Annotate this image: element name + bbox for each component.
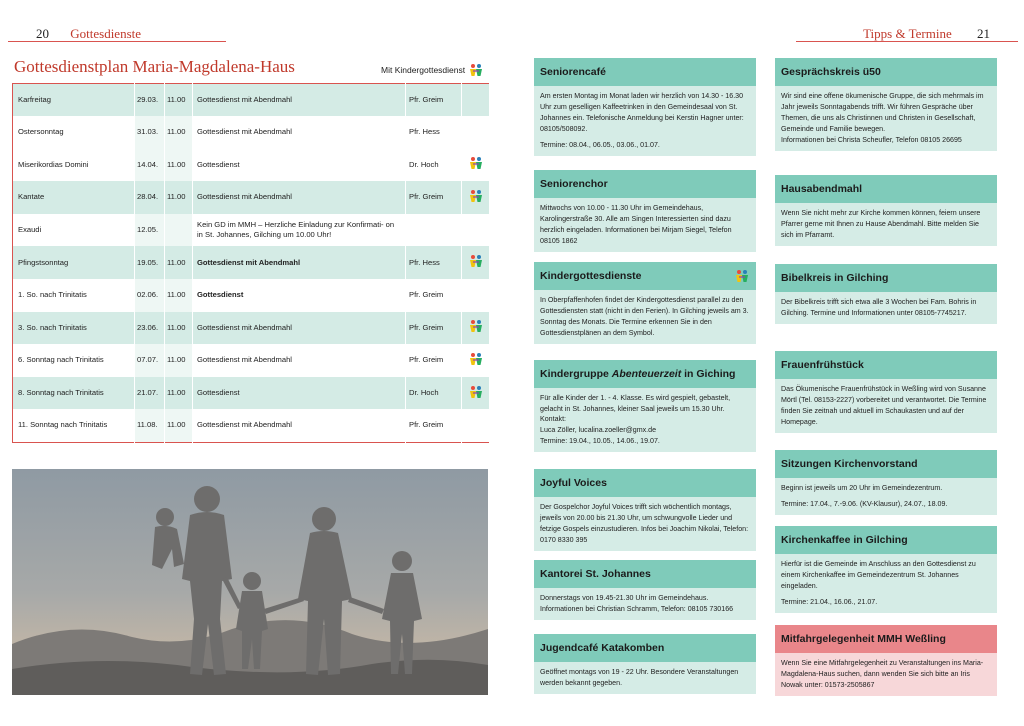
- box-text: Hierfür ist die Gemeinde im Anschluss an den Gottesdienst zu einem Kirchenkaffee im Gemeindezentrum St. Johannes eingeladen.: [781, 560, 976, 590]
- legend-label: Mit Kindergottesdienst: [381, 65, 466, 75]
- service-name: 1. So. nach Trinitatis: [13, 279, 135, 312]
- box-text: Wenn Sie nicht mehr zur Kirche kommen können, feiern unsere Pfarrer gerne mit Ihnen zu Hause Abendmahl. Bitte melden Sie sich im Pfarramt.: [781, 209, 981, 239]
- schedule-row: [13, 246, 490, 279]
- box-mitfahrgelegenheit: [775, 625, 997, 696]
- box-kindergottesdienste: [534, 262, 756, 344]
- service-description: Gottesdienst mit Abendmahl: [193, 84, 406, 117]
- box-body: [534, 388, 756, 452]
- kindergottesdienst-icon: [469, 319, 483, 333]
- schedule-row: [13, 409, 490, 442]
- service-kids-cell: [462, 409, 490, 442]
- box-body: [775, 203, 997, 246]
- service-kids-cell: [462, 116, 490, 149]
- box-body: [775, 554, 997, 613]
- service-time: 11.00: [165, 409, 193, 442]
- service-pastor: Pfr. Greim: [406, 181, 462, 214]
- service-time: 11.00: [165, 84, 193, 117]
- box-kirchenkaffee: [775, 526, 997, 613]
- header-divider: [8, 41, 226, 42]
- box-title: Frauenfrühstück: [775, 351, 997, 379]
- service-description: Gottesdienst: [193, 149, 406, 182]
- box-seniorenchor: [534, 170, 756, 252]
- box-contact: Luca Zöller, lucalina.zoeller@gmx.de: [540, 425, 657, 434]
- service-pastor: Dr. Hoch: [406, 377, 462, 410]
- box-title: Sitzungen Kirchenvorstand: [775, 450, 997, 478]
- service-description: Gottesdienst: [193, 279, 406, 312]
- service-description: Gottesdienst mit Abendmahl: [193, 312, 406, 345]
- service-pastor: Pfr. Hess: [406, 246, 462, 279]
- service-kids-cell: [462, 84, 490, 117]
- service-pastor: Pfr. Greim: [406, 279, 462, 312]
- page-header-left: [36, 26, 141, 42]
- box-text: Donnerstags von 19.45-21.30 Uhr im Gemeindehaus. Informationen bei Christian Schramm, Telefon: 08105 730166: [540, 594, 734, 613]
- schedule-row: [13, 312, 490, 345]
- box-title: Gesprächskreis ü50: [775, 58, 997, 86]
- schedule-row: [13, 84, 490, 117]
- box-body: [775, 86, 997, 151]
- schedule-row: [13, 279, 490, 312]
- box-body: [775, 379, 997, 433]
- kindergottesdienst-icon: [469, 352, 483, 366]
- service-pastor: Pfr. Greim: [406, 344, 462, 377]
- page-header-right: [863, 26, 990, 42]
- service-kids-cell: [462, 377, 490, 410]
- kindergottesdienst-icon: [469, 189, 483, 203]
- service-name: Pfingstsonntag: [13, 246, 135, 279]
- service-name: Miserikordias Domini: [13, 149, 135, 182]
- schedule-row: [13, 214, 490, 247]
- page-number: 20: [36, 26, 49, 41]
- service-time: 11.00: [165, 279, 193, 312]
- box-frauenfruehstueck: [775, 351, 997, 433]
- service-kids-cell: [462, 181, 490, 214]
- service-pastor: Pfr. Hess: [406, 116, 462, 149]
- service-date: 11.08.: [135, 409, 165, 442]
- box-body: [534, 588, 756, 620]
- service-time: 11.00: [165, 149, 193, 182]
- service-kids-cell: [462, 312, 490, 345]
- box-body: [534, 662, 756, 694]
- service-date: 31.03.: [135, 116, 165, 149]
- service-pastor: Pfr. Greim: [406, 409, 462, 442]
- service-pastor: Pfr. Greim: [406, 84, 462, 117]
- service-description: Kein GD im MMH – Herzliche Einladung zur Konfirmati- on in St. Johannes, Gilching um 10.00 Uhr!: [193, 214, 406, 247]
- service-description: Gottesdienst mit Abendmahl: [193, 409, 406, 442]
- box-title: Joyful Voices: [534, 469, 756, 497]
- service-time: 11.00: [165, 377, 193, 410]
- page-number: 21: [977, 26, 990, 41]
- box-dates: Termine: 19.04., 10.05., 14.06., 19.07.: [540, 436, 660, 445]
- service-date: 23.06.: [135, 312, 165, 345]
- service-date: 12.05.: [135, 214, 165, 247]
- service-description: Gottesdienst: [193, 377, 406, 410]
- box-dates: Termine: 08.04., 06.05., 03.06., 01.07.: [540, 140, 660, 149]
- service-name: Karfreitag: [13, 84, 135, 117]
- service-date: 21.07.: [135, 377, 165, 410]
- box-kindergruppe: [534, 360, 756, 452]
- service-name: Exaudi: [13, 214, 135, 247]
- box-body: [534, 198, 756, 252]
- service-kids-cell: [462, 246, 490, 279]
- service-date: 19.05.: [135, 246, 165, 279]
- box-text: Mittwochs von 10.00 - 11.30 Uhr im Gemeindehaus, Karolingerstraße 30. Alle am Singen Interessierten sind dazu herzlich eingeladen. Informationen bei Mirjam Siegel, Telefon 08105 1862: [540, 204, 732, 245]
- service-pastor: [406, 214, 462, 247]
- service-time: 11.00: [165, 312, 193, 345]
- service-date: 28.04.: [135, 181, 165, 214]
- box-text: Beginn ist jeweils um 20 Uhr im Gemeindezentrum.: [781, 484, 943, 492]
- service-date: 14.04.: [135, 149, 165, 182]
- service-date: 07.07.: [135, 344, 165, 377]
- box-text: Der Bibelkreis trifft sich etwa alle 3 Wochen bei Fam. Bohris in Gilching. Termine und Informationen unter 08105-7745217.: [781, 298, 977, 317]
- service-name: Ostersonntag: [13, 116, 135, 149]
- box-text: Für alle Kinder der 1. - 4. Klasse. Es wird gespielt, gebastelt, gelacht in St. Johannes, kleiner Saal jeweils um 15.30 Uhr.: [540, 394, 731, 413]
- service-kids-cell: [462, 214, 490, 247]
- service-description: Gottesdienst mit Abendmahl: [193, 344, 406, 377]
- schedule-row: [13, 344, 490, 377]
- box-info: Informationen bei Christa Scheufler, Telefon 08105 26695: [781, 135, 962, 144]
- service-name: 8. Sonntag nach Trinitatis: [13, 377, 135, 410]
- box-body: [775, 292, 997, 324]
- service-kids-cell: [462, 344, 490, 377]
- service-date: 29.03.: [135, 84, 165, 117]
- box-text: Wir sind eine offene ökumenische Gruppe, die sich mehrmals im Jahr jeweils Sonntagabends trifft. Wir führen Gespräche über Themen, die uns als Christinnen und Christen in Gesellschaft, Gemeinde und Familie bewegen.: [781, 92, 984, 133]
- service-pastor: Pfr. Greim: [406, 312, 462, 345]
- kindergottesdienst-icon: [469, 156, 483, 170]
- service-description: Gottesdienst mit Abendmahl: [193, 116, 406, 149]
- box-body: [534, 497, 756, 551]
- box-title: Seniorenchor: [534, 170, 756, 198]
- schedule-title: Gottesdienstplan Maria-Magdalena-Haus: [14, 57, 295, 76]
- box-text: In Oberpfaffenhofen findet der Kindergottesdienst parallel zu den Gottesdiensten statt (nicht in den Ferien). In Gilching jeweils am 3. Sonntag des Monats. Die Termine erkennen Sie in den Gottesdienstplänen an dem Symbol.: [540, 296, 749, 337]
- box-text: Am ersten Montag im Monat laden wir herzlich von 14.30 - 16.30 Uhr zum geselligen Kaffeetrinken in den Gemeindesaal von St. Johannes ein. Telefonische Anmeldung bei Kerstin Hagner unter: 08105/508092.: [540, 92, 744, 133]
- box-joyful-voices: [534, 469, 756, 551]
- box-title: Kindergottesdienste: [534, 262, 756, 290]
- box-gespraechskreis: [775, 58, 997, 151]
- kindergottesdienst-icon: [469, 63, 483, 77]
- box-text: Der Gospelchor Joyful Voices trifft sich wöchentlich montags, jeweils von 20.00 bis 21.30 Uhr, um schwungvolle Lieder und fetzige Gospels einzustudieren. Infos bei Joachim Nikolai, Telefon: 0170 8330 395: [540, 503, 749, 544]
- service-time: 11.00: [165, 116, 193, 149]
- schedule-row: [13, 181, 490, 214]
- kindergottesdienst-icon: [469, 254, 483, 268]
- box-bibelkreis: [775, 264, 997, 324]
- service-time: [165, 214, 193, 247]
- box-dates: Termine: 17.04., 7.-9.06. (KV-Klausur), 24.07., 18.09.: [781, 499, 948, 508]
- kindergottesdienst-icon: [735, 269, 749, 283]
- box-kantorei: [534, 560, 756, 620]
- box-title: Hausabendmahl: [775, 175, 997, 203]
- service-name: 6. Sonntag nach Trinitatis: [13, 344, 135, 377]
- family-silhouette-photo: [12, 469, 488, 695]
- box-body: [534, 86, 756, 156]
- schedule-row: [13, 149, 490, 182]
- service-description: Gottesdienst mit Abendmahl: [193, 181, 406, 214]
- service-date: 02.06.: [135, 279, 165, 312]
- service-time: 11.00: [165, 344, 193, 377]
- header-divider: [796, 41, 1018, 42]
- service-description: Gottesdienst mit Abendmahl: [193, 246, 406, 279]
- service-kids-cell: [462, 149, 490, 182]
- service-name: 11. Sonntag nach Trinitatis: [13, 409, 135, 442]
- kindergottesdienst-icon: [469, 385, 483, 399]
- box-hausabendmahl: [775, 175, 997, 246]
- box-kirchenvorstand: [775, 450, 997, 515]
- schedule-legend: [381, 63, 483, 77]
- schedule-row: [13, 377, 490, 410]
- box-dates: Termine: 21.04., 16.06., 21.07.: [781, 597, 878, 606]
- box-contact-label: Kontakt:: [540, 414, 567, 423]
- schedule-table: [12, 83, 490, 443]
- service-name: Kantate: [13, 181, 135, 214]
- box-seniorencafe: [534, 58, 756, 156]
- service-time: 11.00: [165, 246, 193, 279]
- section-title: Gottesdienste: [70, 26, 142, 41]
- box-title: Bibelkreis in Gilching: [775, 264, 997, 292]
- box-body: [775, 653, 997, 696]
- box-body: [775, 478, 997, 515]
- box-title: Mitfahrgelegenheit MMH Weßling: [775, 625, 997, 653]
- service-time: 11.00: [165, 181, 193, 214]
- box-text: Geöffnet montags von 19 - 22 Uhr. Besondere Veranstaltungen werden bekannt gegeben.: [540, 668, 739, 687]
- box-text: Das Ökumenische Frauenfrühstück in Weßling wird von Susanne Mörtl (Tel. 08153-2227) vorbereitet und verantwortet. Die Termine finden Sie zeitnah und aktuell im Schaukasten und auf der Homepage.: [781, 385, 987, 426]
- section-title: Tipps & Termine: [863, 26, 952, 41]
- box-jugendcafe: [534, 634, 756, 694]
- service-name: 3. So. nach Trinitatis: [13, 312, 135, 345]
- schedule-row: [13, 116, 490, 149]
- box-title: Kirchenkaffee in Gilching: [775, 526, 997, 554]
- box-title: Kantorei St. Johannes: [534, 560, 756, 588]
- box-body: [534, 290, 756, 344]
- service-kids-cell: [462, 279, 490, 312]
- box-title: Seniorencafé: [534, 58, 756, 86]
- box-title: Kindergruppe Abenteuerzeit in Giching: [534, 360, 756, 388]
- service-pastor: Dr. Hoch: [406, 149, 462, 182]
- box-title: Jugendcafé Katakomben: [534, 634, 756, 662]
- box-text: Wenn Sie eine Mitfahrgelegenheit zu Veranstaltungen ins Maria-Magdalena-Haus suchen, dann wenden Sie sich bitte an Iris Nowak unter: 01573-2505867: [781, 659, 984, 689]
